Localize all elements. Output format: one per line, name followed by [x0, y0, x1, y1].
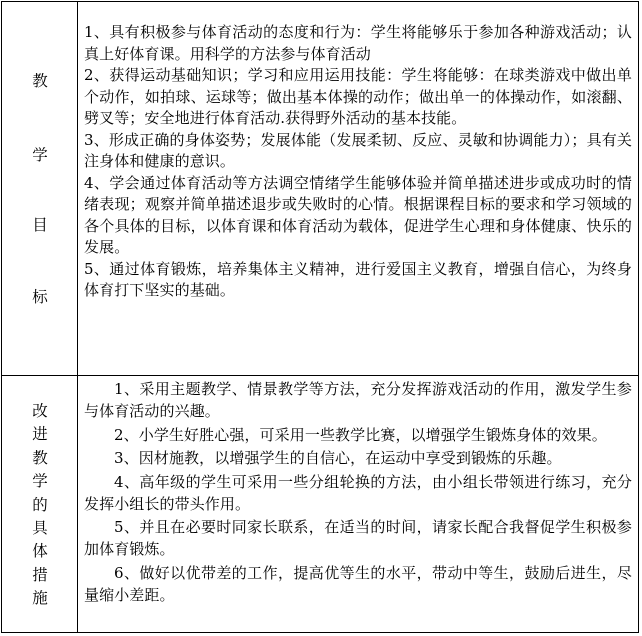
- measures-row: [2, 376, 638, 632]
- measures-label-char: 学: [32, 472, 48, 490]
- measure-item: 4、高年级的学生可采用一些分组轮换的方法，由小组长带领进行练习，充分发挥小组长的带头作用。: [84, 472, 632, 513]
- objective-item: 1、具有积极参与体育活动的态度和行为：学生将能够乐于参加各种游戏活动；认真上好体育课。用科学的方法参与体育活动: [84, 23, 632, 63]
- measures-label-char: 改: [32, 402, 48, 420]
- measures-label-char: 具: [32, 519, 48, 537]
- measures-label-char: 施: [32, 589, 48, 607]
- objectives-label-cell: [2, 2, 78, 375]
- plan-table: [1, 1, 639, 633]
- measure-item: 1、采用主题教学、情景教学等方法，充分发挥游戏活动的作用，激发学生参与体育活动的兴趣。: [84, 380, 632, 420]
- measures-content: [78, 376, 638, 632]
- objective-item: 5、通过体育锻炼，培养集体主义精神，进行爱国主义教育，增强自信心，为终身体育打下坚实的基础。: [84, 259, 632, 299]
- measures-label-char: 体: [32, 542, 48, 560]
- objective-item: 3、形成正确的身体姿势；发展体能（发展柔韧、反应、灵敏和协调能力）；具有关注身体和健康的意识。: [84, 130, 632, 170]
- measures-label-cell: [2, 376, 78, 632]
- objective-item: 2、获得运动基础知识；学习和应用运用技能：学生将能够：在球类游戏中做出单个动作，如拍球、运球等；做出基本体操的动作；做出单一的体操动作，如滚翻、劈叉等；安全地进行体育活动.获得野外活动的基本技能。: [84, 66, 632, 127]
- objectives-row: [2, 2, 638, 376]
- objectives-label-char: 教: [32, 72, 48, 90]
- measure-item: 6、做好以优带差的工作，提高优等生的水平，带动中等生，鼓励后进生，尽量缩小差距。: [84, 563, 632, 604]
- measure-item: 2、小学生好胜心强，可采用一些教学比赛，以增强学生锻炼身体的效果。: [114, 425, 607, 444]
- objectives-label-char: 学: [32, 146, 48, 164]
- objective-item: 4、学会通过体育活动等方法调空情绪学生能够体验并简单描述进步或成功时的情绪表现；观察并简单描述退步或失败时的心情。根据课程目标的要求和学习领域的各个具体的目标，以体育课和体育活动为载体，促进学生心理和身体健康、快乐的发展。: [84, 173, 632, 256]
- measures-label-char: 的: [32, 496, 48, 514]
- measures-label-char: 措: [32, 566, 48, 584]
- objectives-label-char: 目: [32, 216, 48, 234]
- measure-item: 5、并且在必要时同家长联系，在适当的时间，请家长配合我督促学生积极参加体育锻炼。: [84, 518, 632, 558]
- objectives-content: [78, 2, 638, 375]
- measure-item: 3、因材施教，以增强学生的自信心，在运动中享受到锻炼的乐趣。: [114, 449, 562, 467]
- measures-label-char: 教: [32, 449, 48, 467]
- objectives-label-char: 标: [32, 288, 48, 306]
- measures-label-char: 进: [32, 425, 48, 443]
